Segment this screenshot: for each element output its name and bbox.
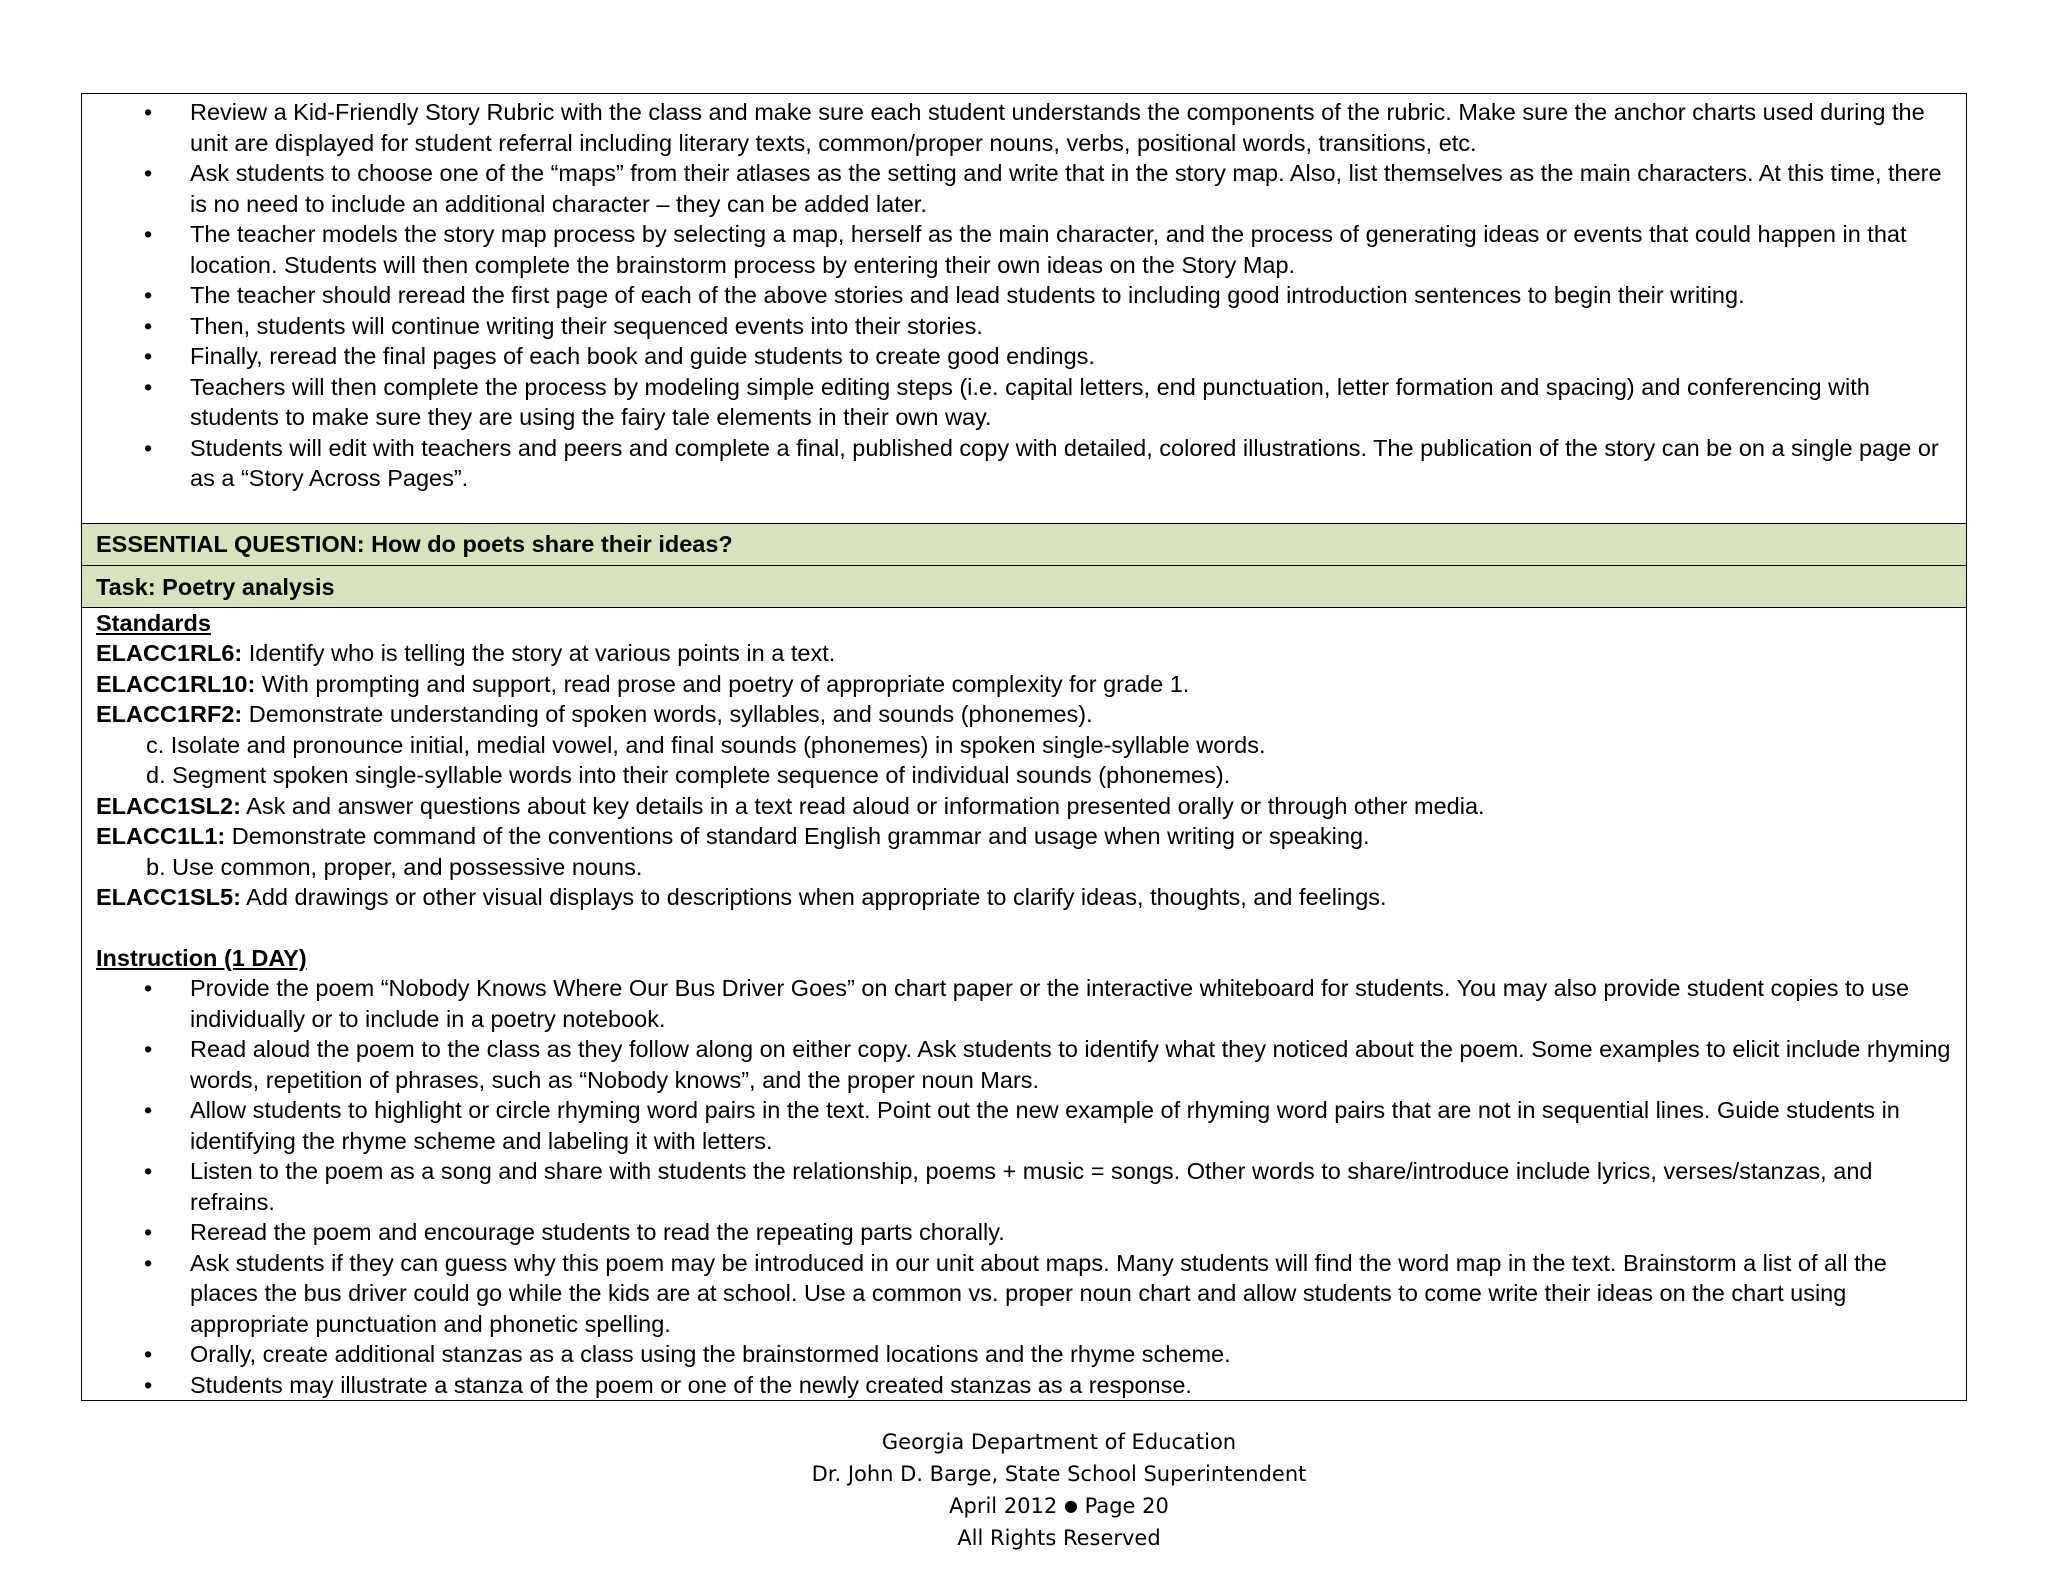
- list-item: • Review a Kid-Friendly Story Rubric with the class and make sure each student understands the components of the rubric. Make sure the anchor charts used during the unit are displayed for student referral including literary texts, common/proper nouns, verbs, positional words, transitions, etc.: [144, 99, 1925, 156]
- list-item: • Students will edit with teachers and peers and complete a final, published copy with detailed, colored illustrations. The publication of the story can be on a single page or as a “Story Across Pages”.: [144, 434, 1939, 491]
- bullet-icon: •: [144, 373, 153, 400]
- essential-question-row: ESSENTIAL QUESTION: How do poets share their ideas?: [82, 524, 1966, 566]
- list-item: • The teacher should reread the first page of each of the above stories and lead students to including good introduction sentences to begin their writing.: [82, 280, 1966, 311]
- list-item: • Listen to the poem as a song and share with students the relationship, poems + music = songs. Other words to share/introduce include lyrics, verses/stanzas, and refrains.: [144, 1158, 1873, 1215]
- standard-subitem: d. Segment spoken single-syllable words into their complete sequence of individual sounds (phonemes).: [146, 762, 1231, 788]
- list-item: • Then, students will continue writing their sequenced events into their stories.: [82, 311, 1966, 342]
- bullet-icon: •: [144, 975, 153, 1001]
- standard-line: ELACC1L1: Demonstrate command of the conventions of standard English grammar and usage when writing or speaking.: [96, 823, 1370, 849]
- bullet-icon: •: [144, 312, 153, 339]
- task-title-row: Task: Poetry analysis: [82, 566, 1966, 608]
- standard-line: ELACC1RL6: Identify who is telling the story at various points in a text.: [96, 640, 836, 666]
- bullet-icon: ●: [1063, 1496, 1078, 1515]
- list-item: • Ask students to choose one of the “maps” from their atlases as the setting and write that in the story map. Also, list themselves as the main characters. At this time, there is no need to include an additional character – they can be added later.: [144, 160, 1942, 217]
- footer-superintendent: Dr. John D. Barge, State School Superintendent: [811, 1462, 1307, 1486]
- footer-org: Georgia Department of Education: [881, 1430, 1237, 1454]
- bullet-icon: •: [144, 434, 153, 461]
- bullet-icon: •: [144, 343, 153, 369]
- standard-line: ELACC1SL5: Add drawings or other visual displays to descriptions when appropriate to clarify ideas, thoughts, and feelings.: [96, 884, 1387, 910]
- bullet-icon: •: [144, 1341, 153, 1367]
- standard-line: ELACC1SL2: Ask and answer questions about key details in a text read aloud or information presented orally or through other media.: [96, 792, 1485, 819]
- bullet-icon: •: [144, 99, 153, 125]
- standards-heading: Standards: [96, 609, 211, 636]
- bullet-icon: •: [144, 282, 153, 308]
- bullet-icon: •: [144, 1158, 153, 1184]
- list-item: • Orally, create additional stanzas as a class using the brainstormed locations and the rhyme scheme.: [82, 1339, 1966, 1370]
- procedure-list: [82, 97, 1966, 494]
- list-item: • Finally, reread the final pages of each book and guide students to create good endings.: [82, 341, 1966, 372]
- page-footer: [0, 1426, 2048, 1554]
- list-item: • Read aloud the poem to the class as they follow along on either copy. Ask students to identify what they noticed about the poem. Some examples to elicit include rhyming words, repetition of phrases, such as “Nobody knows”, and the proper noun Mars.: [144, 1036, 1951, 1093]
- document-table: [81, 93, 1967, 1401]
- list-item: • Students may illustrate a stanza of the poem or one of the newly created stanzas as a response.: [82, 1370, 1966, 1401]
- list-item: • Ask students if they can guess why this poem may be introduced in our unit about maps. Many students will find the word map in the text. Brainstorm a list of all the places the bus driver could go while the kids are at school. Use a common vs. proper noun chart and allow students to come write their ideas on the chart using appropriate punctuation and phonetic spelling.: [144, 1249, 1887, 1337]
- list-item: • Provide the poem “Nobody Knows Where Our Bus Driver Goes” on chart paper or the interactive whiteboard for students. You may also provide student copies to use individually or to include in a poetry notebook.: [144, 975, 1910, 1032]
- bullet-icon: •: [144, 221, 153, 247]
- standard-line: ELACC1RL10: With prompting and support, read prose and poetry of appropriate complexity for grade 1.: [96, 670, 1190, 697]
- spacer: [96, 913, 1966, 943]
- footer-date-page: April 2012 ● Page 20: [949, 1494, 1169, 1518]
- list-item: • Allow students to highlight or circle rhyming word pairs in the text. Point out the new example of rhyming word pairs that are not in sequential lines. Guide students in identifying the rhyme scheme and labeling it with letters.: [144, 1097, 1900, 1154]
- bullet-icon: •: [144, 1036, 153, 1062]
- bullet-icon: •: [144, 1219, 153, 1245]
- bullet-icon: •: [144, 1249, 153, 1276]
- standard-subitem: b. Use common, proper, and possessive nouns.: [146, 853, 643, 880]
- task-content-cell: [82, 608, 1966, 1401]
- bullet-icon: •: [144, 160, 153, 186]
- bullet-icon: •: [144, 1097, 153, 1123]
- list-item: • Reread the poem and encourage students to read the repeating parts chorally.: [82, 1217, 1966, 1248]
- instruction-list: [82, 973, 1966, 1400]
- procedure-cell: [82, 94, 1966, 524]
- standard-subitem: c. Isolate and pronounce initial, medial vowel, and final sounds (phonemes) in spoken single-syllable words.: [146, 731, 1266, 758]
- footer-rights: All Rights Reserved: [957, 1526, 1161, 1550]
- standard-line: ELACC1RF2: Demonstrate understanding of spoken words, syllables, and sounds (phonemes).: [96, 701, 1093, 727]
- list-item: • Teachers will then complete the process by modeling simple editing steps (i.e. capital letters, end punctuation, letter formation and spacing) and conferencing with students to make sure they are using the fairy tale elements in their own way.: [144, 373, 1870, 430]
- bullet-icon: •: [144, 1371, 153, 1398]
- list-item: • The teacher models the story map process by selecting a map, herself as the main character, and the process of generating ideas or events that could happen in that location. Students will then complete the brainstorm process by entering their own ideas on the Story Map.: [144, 221, 1907, 278]
- instruction-heading: Instruction (1 DAY): [96, 944, 307, 971]
